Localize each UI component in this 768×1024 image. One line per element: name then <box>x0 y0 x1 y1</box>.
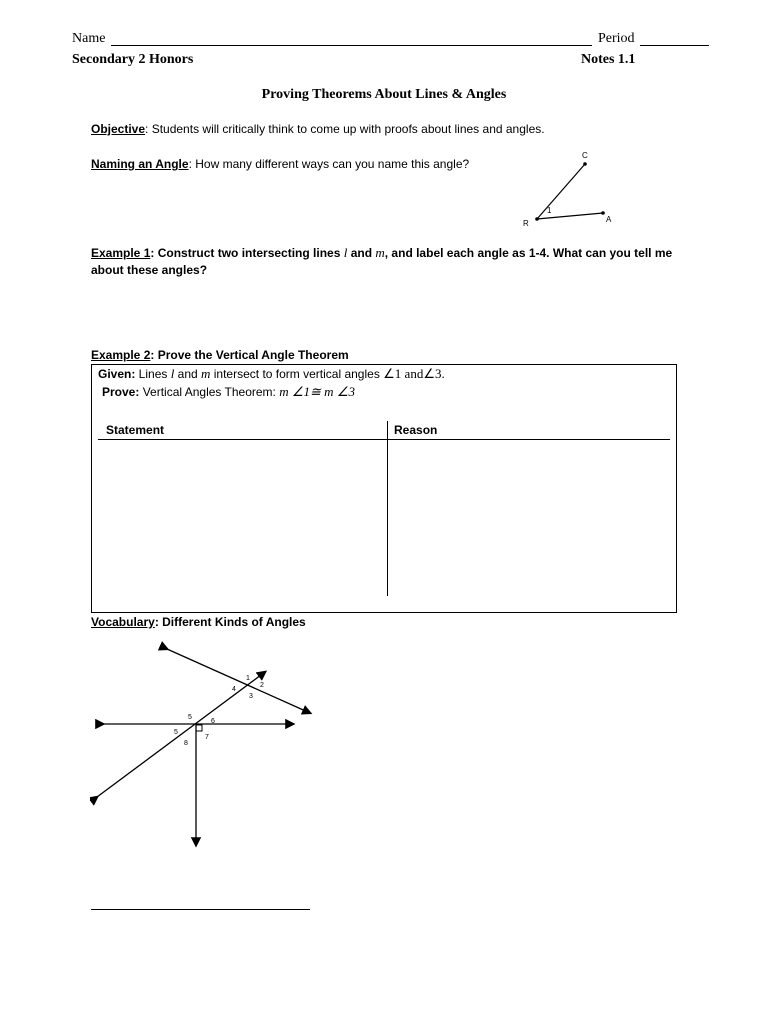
given-and: and <box>174 367 202 381</box>
example-1 <box>91 244 691 279</box>
right-angle-mark <box>196 725 202 731</box>
given-text-b: intersect to form vertical angles <box>210 367 384 381</box>
angle-label-5-bottom: 5 <box>174 729 178 736</box>
line-top-slant <box>167 649 310 713</box>
vocabulary <box>91 615 306 629</box>
answer-blank[interactable] <box>91 909 310 910</box>
given-label: Given: <box>98 367 136 381</box>
col-statement: Statement <box>106 423 165 437</box>
example-1-text: : Construct two intersecting lines <box>150 246 344 260</box>
angle-figure <box>515 145 625 230</box>
angle-label-2: 2 <box>260 682 264 689</box>
label-c: C <box>582 151 588 160</box>
given-var-m: m <box>201 366 211 381</box>
angle-label-8: 8 <box>184 740 188 747</box>
example-2-text: : Prove the Vertical Angle Theorem <box>150 348 349 362</box>
line-diagonal <box>97 672 265 797</box>
label-angle-1: 1 <box>547 206 552 215</box>
example-1-text-c: about these angles? <box>91 263 208 277</box>
naming-angle <box>91 157 469 171</box>
angle-label-3: 3 <box>249 693 253 700</box>
vertex-r-dot <box>535 217 539 221</box>
given-angles: ∠1 and∠3. <box>383 366 445 381</box>
naming-angle-label: Naming an Angle <box>91 157 189 171</box>
objective <box>91 122 545 136</box>
period-blank[interactable] <box>640 45 709 46</box>
naming-angle-text: : How many different ways can you name this angle? <box>188 157 470 171</box>
table-header-rule <box>98 439 670 440</box>
vocabulary-figure <box>90 640 330 855</box>
name-blank[interactable] <box>111 45 592 46</box>
vocabulary-text: : Different Kinds of Angles <box>154 615 306 629</box>
given-var-l: l <box>170 366 175 381</box>
course-title: Secondary 2 Honors <box>72 52 194 67</box>
var-l: l <box>343 245 348 260</box>
point-a-dot <box>601 211 605 215</box>
example-1-and: and <box>347 246 376 260</box>
name-label: Name <box>72 31 106 46</box>
angle-label-5-top: 5 <box>188 714 192 721</box>
prove-line <box>102 384 355 400</box>
reason-area[interactable] <box>390 443 670 593</box>
given-line <box>98 366 445 382</box>
example-2-label: Example 2 <box>91 348 151 362</box>
notes-number: Notes 1.1 <box>581 52 636 67</box>
angle-label-1: 1 <box>246 675 250 682</box>
example-1-text-b: , and label each angle as 1-4. What can you tell me <box>384 246 673 260</box>
col-reason: Reason <box>394 423 438 437</box>
table-column-divider <box>387 421 388 596</box>
given-text: Lines <box>135 367 171 381</box>
statement-area[interactable] <box>100 443 384 593</box>
ray-rc <box>537 164 585 219</box>
prove-label: Prove: <box>102 385 140 399</box>
vocabulary-label: Vocabulary <box>91 615 155 629</box>
angle-label-7: 7 <box>205 734 209 741</box>
var-m: m <box>375 245 385 260</box>
label-a: A <box>606 215 612 224</box>
label-r: R <box>523 219 529 228</box>
objective-label: Objective <box>91 122 146 136</box>
example-1-label: Example 1 <box>91 246 151 260</box>
point-c-dot <box>583 162 587 166</box>
period-label: Period <box>598 31 635 46</box>
prove-text: Vertical Angles Theorem: <box>139 385 280 399</box>
example-2 <box>91 348 349 362</box>
page-title: Proving Theorems About Lines & Angles <box>261 87 507 102</box>
prove-math: m ∠1≅ m ∠3 <box>279 384 355 399</box>
proof-box <box>91 364 677 613</box>
angle-label-6: 6 <box>211 718 215 725</box>
angle-label-4: 4 <box>232 686 236 693</box>
objective-text: : Students will critically think to come up with proofs about lines and angles. <box>145 122 545 136</box>
